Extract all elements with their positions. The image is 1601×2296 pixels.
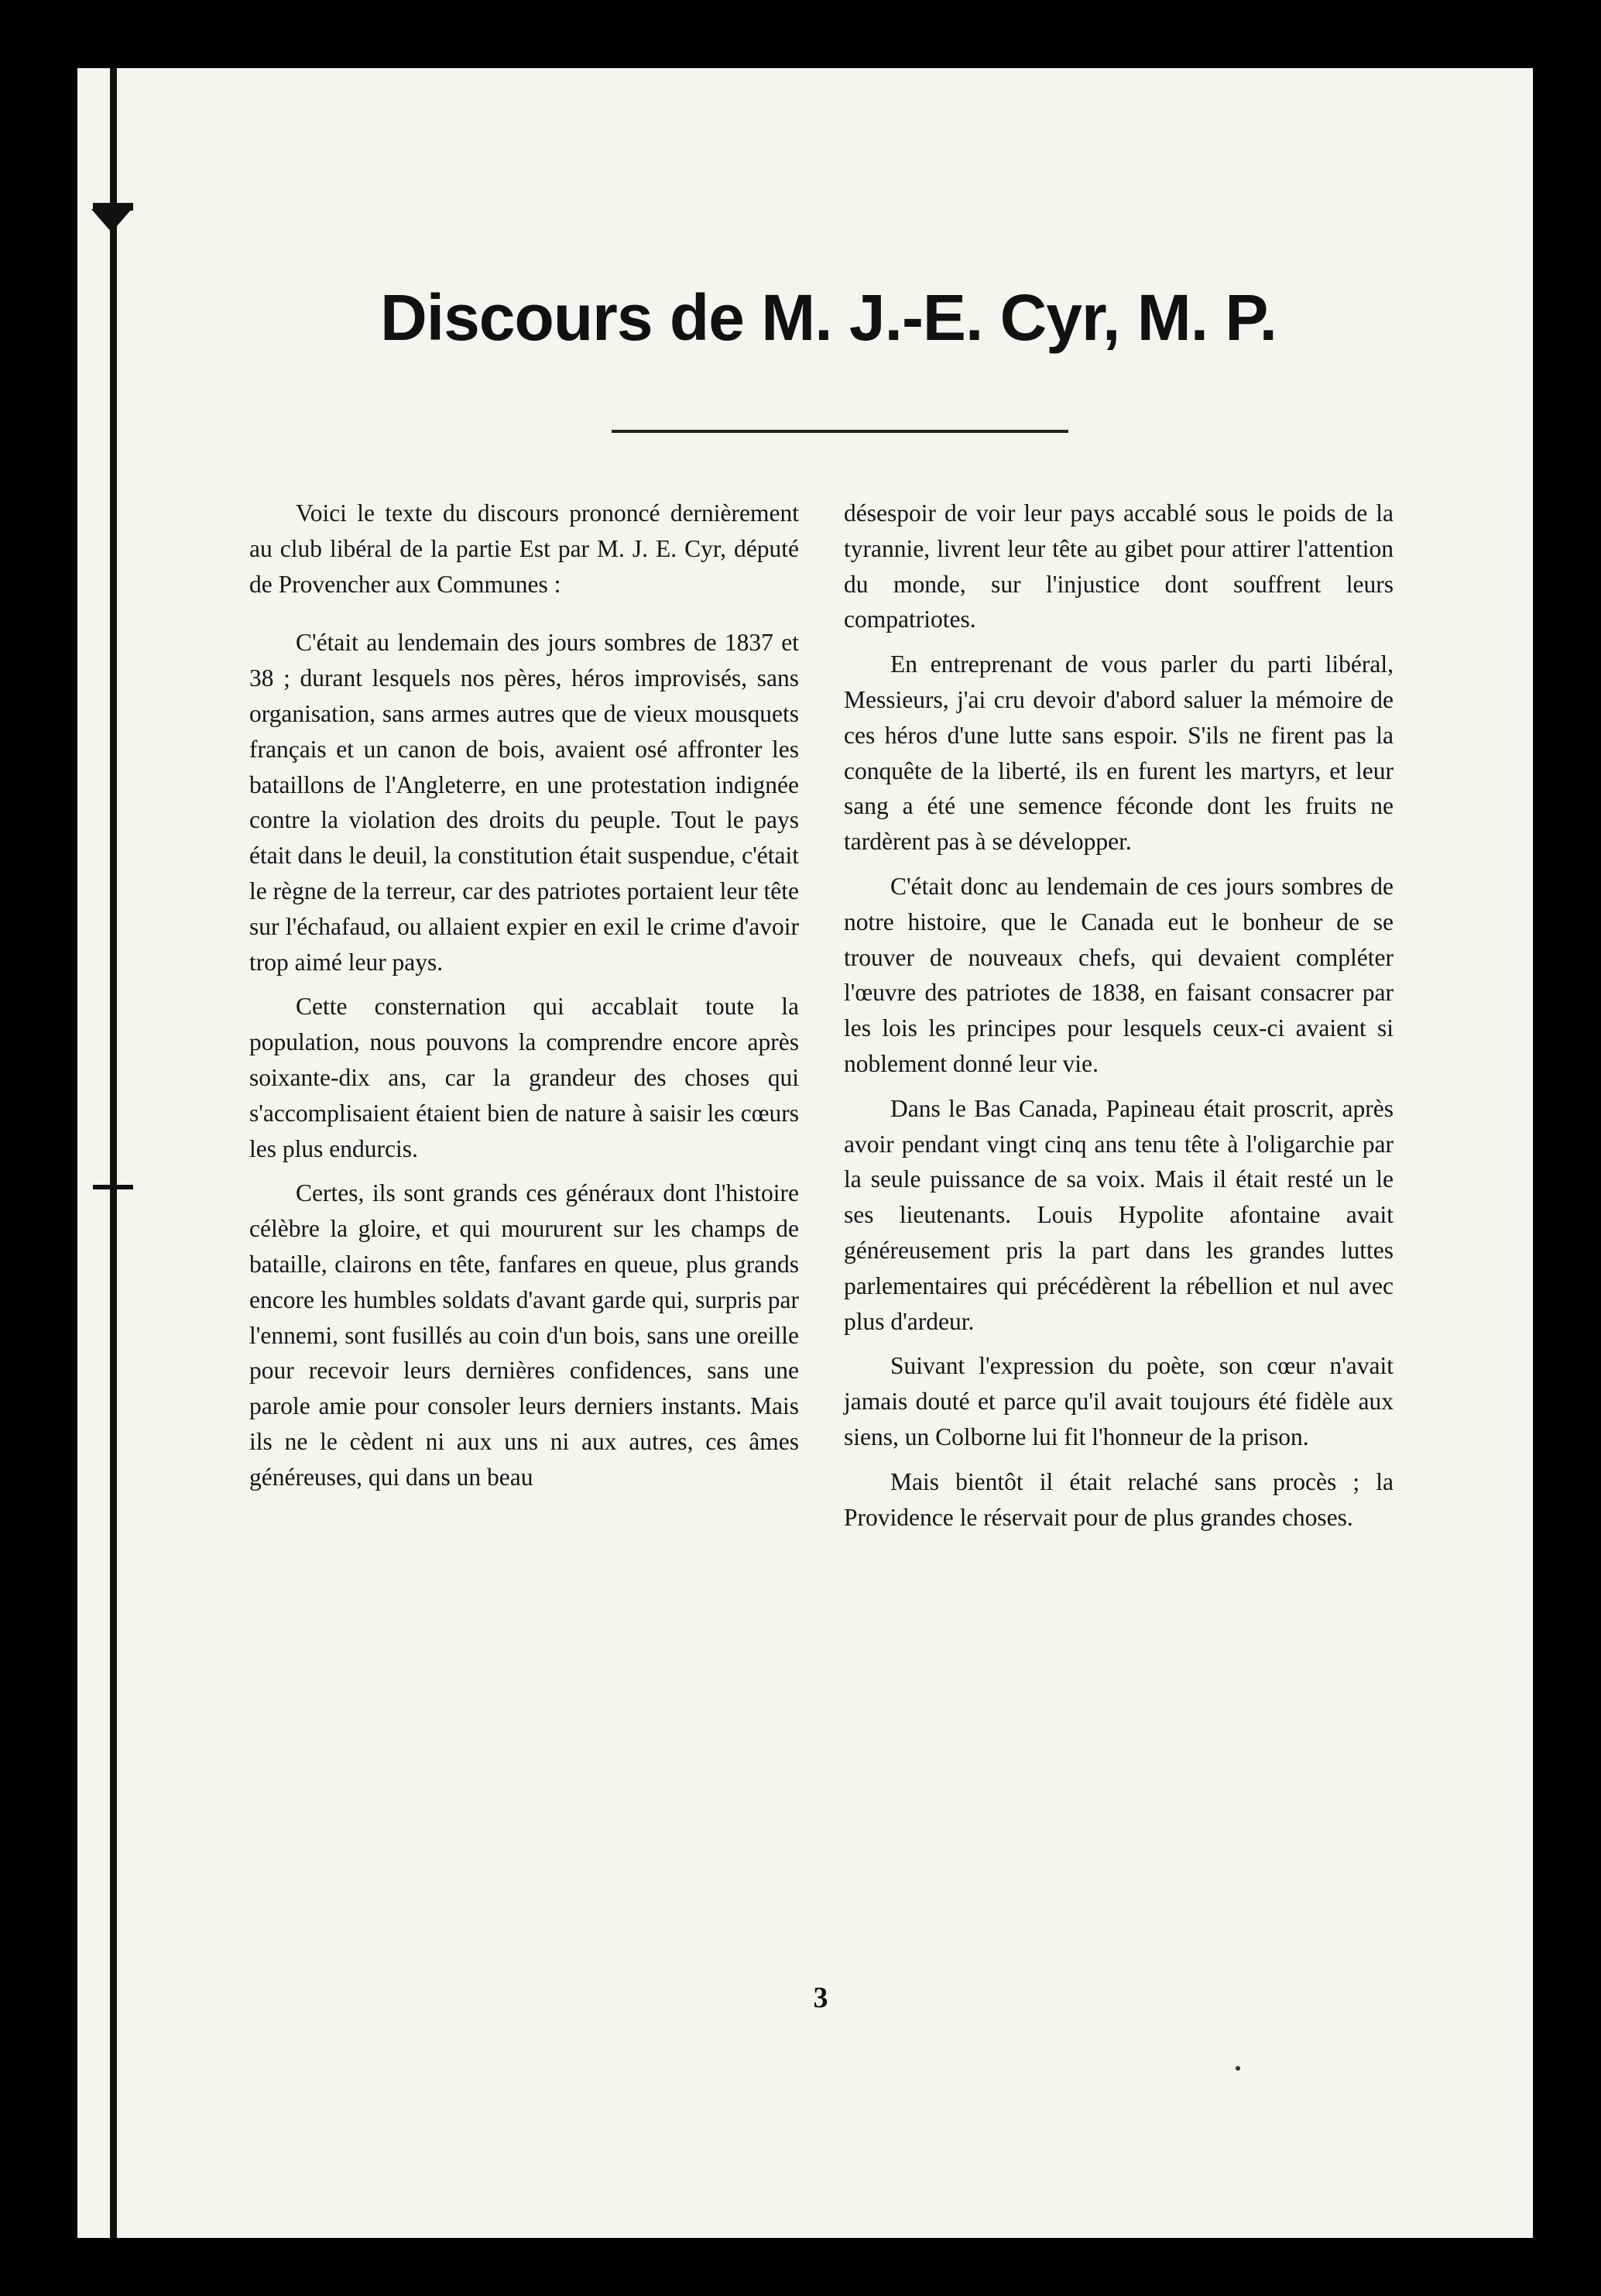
scan-speck (1236, 2066, 1240, 2071)
continued-paragraph: désespoir de voir leur pays accablé sous le poids de la tyrannie, livrent leur tête au gibet pour attirer l'attention du monde, sur l'injustice dont souffrent leurs compatriotes. (844, 499, 1394, 633)
body-paragraph: Mais bientôt il était relaché sans procès ; la Providence le réservait pour de plus grandes choses. (844, 1467, 1394, 1531)
article-title: Discours de M. J.-E. Cyr, M. P. (380, 281, 1277, 354)
title-divider (612, 430, 1068, 433)
body-paragraph: Suivant l'expression du poète, son cœur n'avait jamais douté et parce qu'il avait toujours été fidèle aux siens, un Colborne lui fit l'honneur de la prison. (844, 1352, 1394, 1450)
page-number: 3 (813, 1982, 828, 2014)
binding-arrow-icon (91, 209, 132, 232)
body-paragraph: Certes, ils sont grands ces généraux dont l'histoire célèbre la gloire, et qui moururent sur les champs de bataille, clairons en tête, fanfares en queue, plus grands encore les humbles soldats d'avant garde qui, surpris par l'ennemi, sont fusillés au coin d'un bois, sans une oreille pour recevoir leurs dernières confidences, sans une parole amie pour consoler leurs derniers instants. Mais ils ne le cèdent ni aux uns ni aux autres, ces âmes généreuses, qui dans un beau (249, 1179, 799, 1491)
body-paragraph: Dans le Bas Canada, Papineau était proscrit, après avoir pendant vingt cinq ans tenu tête à l'oligarchie par la seule puissance de sa voix. Mais il était resté un le ses lieutenants. Louis Hypolite afontaine avait généreusement pris la part dans les grandes luttes parlementaires qui précédèrent la rébellion et nul avec plus d'ardeur. (844, 1094, 1394, 1335)
body-paragraph: C'était au lendemain des jours sombres de 1837 et 38 ; durant lesquels nos pères, héros improvisés, sans organisation, sans armes autres que de vieux mousquets français et un canon de bois, avaient osé affronter les bataillons de l'Angleterre, en une protestation indignée contre la violation des droits du peuple. Tout le pays était dans le deuil, la constitution était suspendue, c'était le règne de la terreur, car des patriotes portaient leur tête sur l'échafaud, ou allaient expier en exil le crime d'avoir trop aimé leur pays. (249, 629, 799, 976)
binding-tick-mark (93, 1185, 133, 1189)
body-paragraph: En entreprenant de vous parler du parti libéral, Messieurs, j'ai cru devoir d'abord saluer la mémoire de ces héros d'une lutte sans espoir. S'ils ne firent pas la conquête de la liberté, ils en furent les martyrs, et leur sang a été une semence féconde dont les fruits ne tardèrent pas à se développer. (844, 650, 1394, 856)
body-paragraph: Cette consternation qui accablait toute la population, nous pouvons la comprendre encore après soixante-dix ans, car la grandeur des choses qui s'accomplisaient étaient bien de nature à saisir les cœurs les plus endurcis. (249, 993, 799, 1162)
binding-edge (110, 68, 117, 2238)
left-column (249, 496, 799, 1505)
body-paragraph: C'était donc au lendemain de ces jours sombres de notre histoire, que le Canada eut le bonheur de se trouver de nouveaux chefs, qui devaient compléter l'œuvre des patriotes de 1838, en faisant consacrer par les lois les principes pour lesquels ceux-ci avaient si noblement donné leur vie. (844, 872, 1394, 1077)
intro-paragraph: Voici le texte du discours prononcé dernièrement au club libéral de la partie Est par M. J. E. Cyr, député de Provencher aux Communes : (249, 499, 799, 598)
right-column (844, 496, 1394, 1544)
